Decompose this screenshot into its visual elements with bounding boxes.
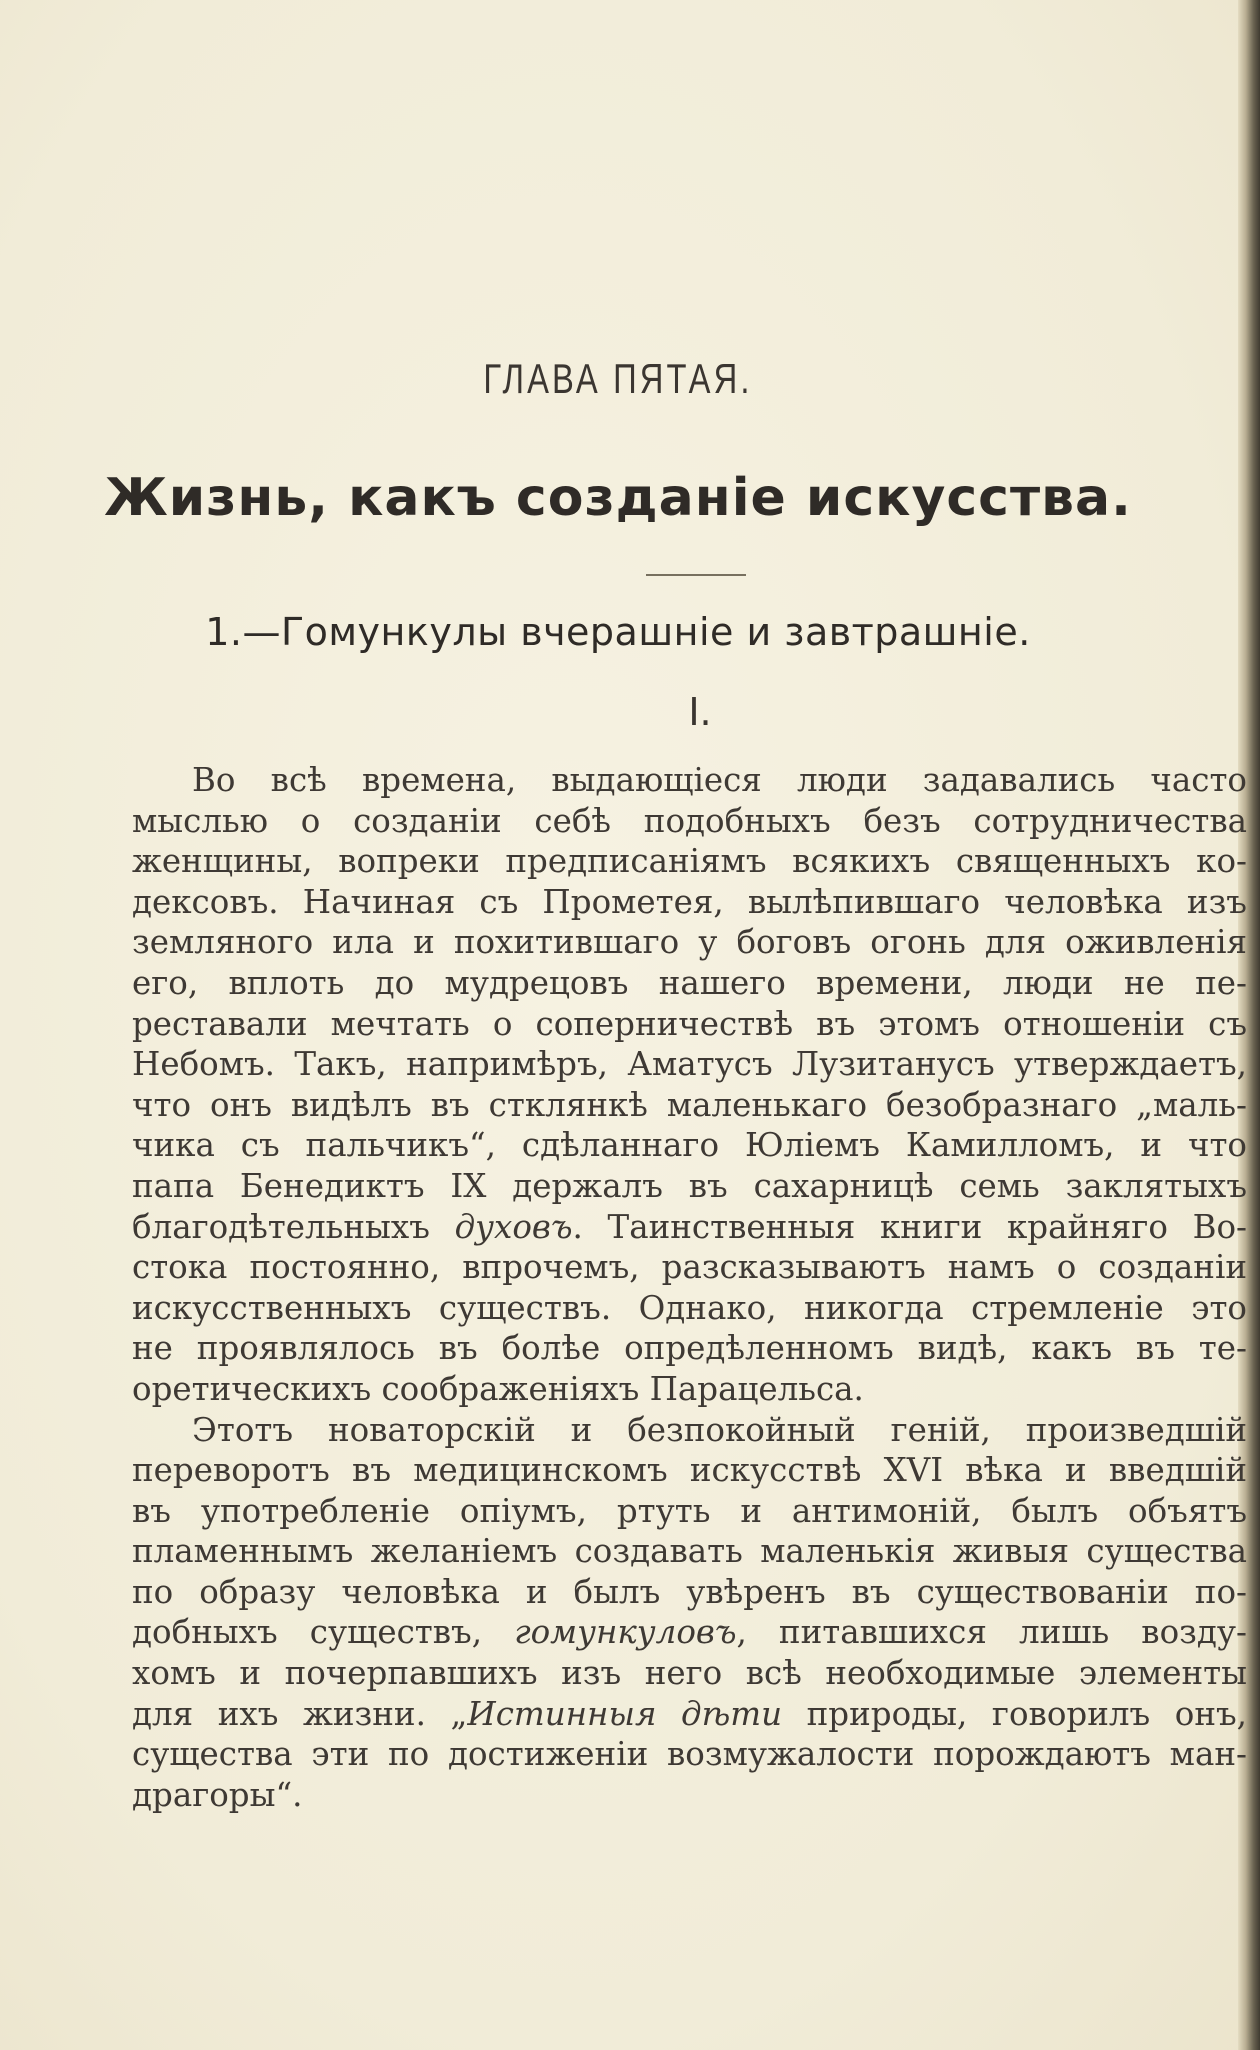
- text-segment: природы, говорилъ онъ,: [782, 1694, 1247, 1733]
- text-line: существа эти по достиженіи возмужалости порождаютъ ман-: [132, 1735, 1247, 1774]
- text-line: пламеннымъ желаніемъ создавать маленькія живыя существа: [132, 1532, 1247, 1571]
- text-segment: для ихъ жизни. „: [132, 1694, 468, 1733]
- italic-text: духовъ: [454, 1207, 573, 1246]
- text-line: стока постоянно, впрочемъ, разсказываютъ намъ о созданіи: [132, 1248, 1247, 1287]
- text-line: драгоры“.: [132, 1775, 303, 1814]
- text-line: оретическихъ соображеніяхъ Парацельса.: [132, 1369, 864, 1408]
- text-line: [132, 1612, 1247, 1653]
- section-title: 1.—Гомункулы вчерашніе и завтрашніе.: [205, 610, 1031, 654]
- text-line: [132, 1694, 1247, 1735]
- text-line: по образу человѣка и былъ увѣренъ въ существованіи по-: [132, 1572, 1247, 1611]
- subsection-numeral: I.: [688, 690, 712, 734]
- italic-text: гомункуловъ: [514, 1613, 737, 1652]
- divider-rule: [646, 574, 746, 576]
- text-segment: . Таинственныя книги крайняго Во-: [572, 1207, 1247, 1246]
- text-line: въ употребленіе опіумъ, ртуть и антимоній, былъ объятъ: [132, 1491, 1247, 1530]
- text-line: реставали мечтать о соперничествѣ въ этомъ отношеніи съ: [132, 1004, 1247, 1043]
- text-line: Этотъ новаторскій и безпокойный геній, произведшій: [192, 1410, 1247, 1449]
- text-line: его, вплоть до мудрецовъ нашего времени, люди не пе-: [132, 963, 1247, 1002]
- text-segment: , питавшихся лишь возду-: [736, 1613, 1247, 1652]
- text-line: дексовъ. Начиная съ Прометея, вылѣпившаго человѣка изъ: [132, 882, 1247, 921]
- text-line: папа Бенедиктъ IX держалъ въ сахарницѣ семь заклятыхъ: [132, 1166, 1247, 1205]
- text-line: искусственныхъ существъ. Однако, никогда стремленіе это: [132, 1288, 1247, 1327]
- text-line: Во всѣ времена, выдающіеся люди задавались часто: [192, 761, 1247, 799]
- text-line: хомъ и почерпавшихъ изъ него всѣ необходимые элементы: [132, 1654, 1247, 1693]
- text-segment: добныхъ существъ,: [132, 1613, 483, 1652]
- italic-text: Истинныя дѣти: [467, 1694, 783, 1733]
- text-segment: благодѣтельныхъ: [132, 1207, 430, 1246]
- text-line: не проявлялось въ болѣе опредѣленномъ видѣ, какъ въ те-: [132, 1329, 1247, 1368]
- text-line: женщины, вопреки предписаніямъ всякихъ священныхъ ко-: [132, 842, 1247, 881]
- body-text: [132, 760, 1247, 1815]
- text-line: чика съ пальчикъ“, сдѣланнаго Юліемъ Камилломъ, и что: [132, 1126, 1247, 1165]
- text-line: мыслью о созданіи себѣ подобныхъ безъ сотрудничества: [132, 801, 1247, 840]
- chapter-title: Жизнь, какъ созданіе искусства.: [104, 468, 1132, 528]
- text-line: переворотъ въ медицинскомъ искусствѣ XVI вѣка и введшій: [132, 1451, 1247, 1490]
- text-line: [132, 1207, 1247, 1248]
- chapter-number: ГЛАВА ПЯТАЯ.: [483, 355, 753, 402]
- text-line: что онъ видѣлъ въ стклянкѣ маленькаго безобразнаго „маль-: [132, 1085, 1247, 1124]
- text-line: земляного ила и похитившаго у боговъ огонь для оживленія: [132, 923, 1247, 962]
- text-line: Небомъ. Такъ, напримѣръ, Аматусъ Лузитанусъ утверждаетъ,: [132, 1045, 1247, 1084]
